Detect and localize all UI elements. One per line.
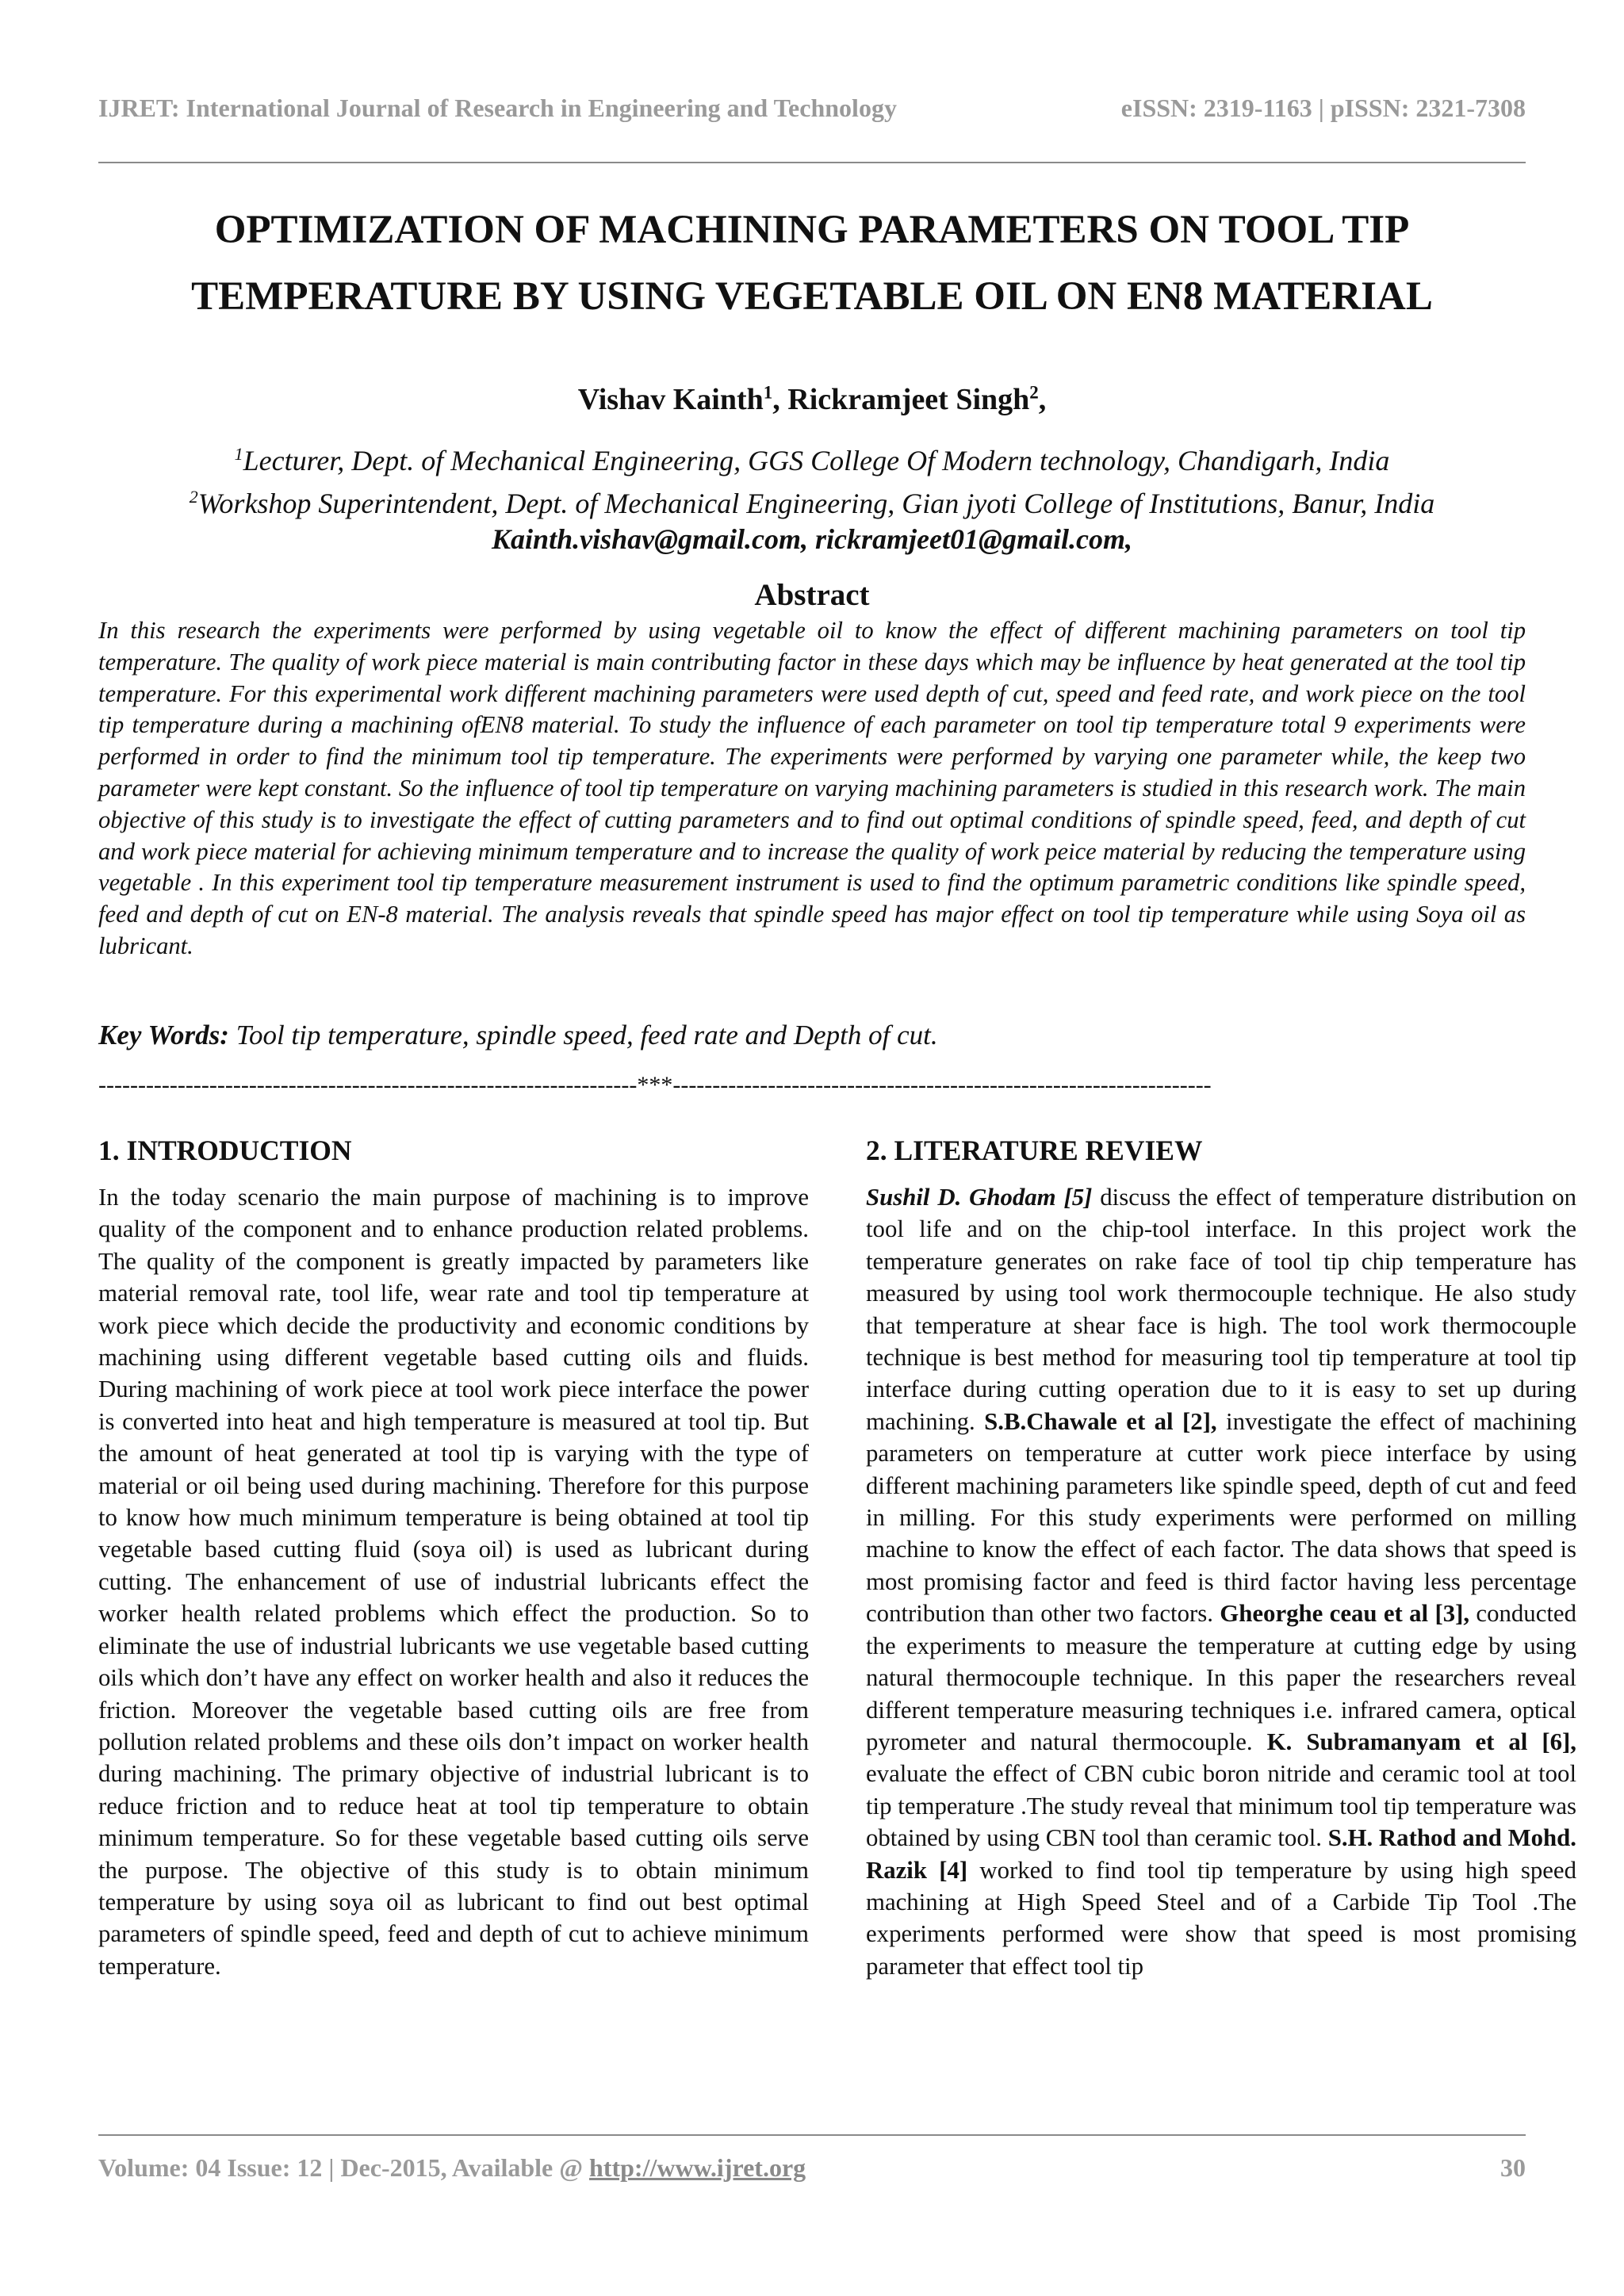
title-line-1: OPTIMIZATION OF MACHINING PARAMETERS ON TOOL TIP	[214, 208, 1410, 252]
introduction-heading: 1. INTRODUCTION	[98, 1135, 352, 1166]
citation-chawale: S.B.Chawale et al [2],	[984, 1407, 1217, 1435]
affiliation-2-text: Workshop Superintendent, Dept. of Mechanical Engineering, Gian jyoti College of Institutions, Banur, India	[197, 488, 1435, 519]
issn: eISSN: 2319-1163 | pISSN: 2321-7308	[1120, 94, 1526, 122]
author-2: Rickramjeet Singh	[787, 383, 1030, 416]
affiliation-2	[98, 479, 1526, 522]
keywords	[98, 1020, 1526, 1051]
affiliation-1-text: Lecturer, Dept. of Mechanical Engineering, GGS College Of Modern technology, Chandigarh, India	[243, 445, 1390, 476]
affiliations	[98, 436, 1526, 557]
journal-link[interactable]: http://www.ijret.org	[589, 2153, 806, 2182]
section-separator: --------------------------------------------------------------------***--------------------------------------------------------------------	[98, 1072, 1212, 1098]
journal-name: IJRET: International Journal of Research in Engineering and Technology	[98, 94, 897, 122]
abstract-text: In this research the experiments were performed by using vegetable oil to know the effect of different machining parameters on tool tip temperature. The quality of work piece material is main contributing factor in these days which may be influence by heat generated at the tool tip temperature. For this experimental work different machining parameters were used depth of cut, speed and feed rate, and work piece on the tool tip temperature during a machining ofEN8 material. To study the influence of each parameter on tool tip temperature total 9 experiments were performed in order to find the minimum tool tip temperature. The experiments were performed by varying one parameter while, the keep two parameter were kept constant. So the influence of tool tip temperature on varying machining parameters is studied in this research work. The main objective of this study is to investigate the effect of cutting parameters and to find out optimal conditions of spindle speed, feed, and depth of cut and work piece material for achieving minimum temperature and to increase the quality of work peice material by reducing the temperature using vegetable . In this experiment tool tip temperature measurement instrument is used to find the optimum parametric conditions like spindle speed, feed and depth of cut on EN-8 material. The analysis reveals that spindle speed has major effect on tool tip temperature while using Soya oil as lubricant.	[98, 617, 1526, 959]
literature-heading: 2. LITERATURE REVIEW	[866, 1135, 1203, 1166]
introduction-text: In the today scenario the main purpose of machining is to improve quality of the component and to enhance production related problems. The quality of the component is greatly impacted by parameters like material removal rate, tool life, wear rate and tool tip temperature at work piece which decide the productivity and economic conditions by machining using different vegetable based cutting oils and fluids. During machining of work piece at tool work piece interface the power is converted into heat and high temperature is measured at tool tip. But the amount of heat generated at tool tip is varying with the type of material or oil being used during machining. Therefore for this purpose to know how much minimum temperature is being obtained at tool tip vegetable based cutting fluid (soya oil) is used as lubricant during cutting. The enhancement of use of industrial lubricants effect the worker health related problems which effect the production. So to eliminate the use of industrial lubricants we use vegetable based cutting oils which don’t have any effect on worker health and also it reduces the friction. Moreover the vegetable based cutting oils are free from pollution related problems and these oils don’t impact on worker health during machining. The primary objective of industrial lubricant is to reduce friction and to reduce heat at tool tip temperature to obtain minimum temperature. So for these vegetable based cutting oils serve the purpose. The objective of this study is to obtain minimum temperature by using soya oil as lubricant to find out best optimal parameters of spindle speed, feed and depth of cut to achieve minimum temperature.	[98, 1184, 809, 1980]
title-line-2: TEMPERATURE BY USING VEGETABLE OIL ON EN8 MATERIAL	[191, 274, 1433, 319]
author-sep-end: ,	[1038, 383, 1047, 416]
keywords-label: Key Words:	[98, 1020, 229, 1050]
header-rule	[98, 162, 1526, 163]
affiliation-1-sup: 1	[234, 444, 243, 464]
right-column	[866, 1134, 1576, 1982]
citation-ceau: Gheorghe ceau et al [3],	[1220, 1600, 1470, 1628]
author-1-sup: 1	[763, 382, 773, 403]
author-2-sup: 2	[1029, 382, 1039, 403]
citation-ghodam: Sushil D. Ghodam [5]	[866, 1184, 1093, 1211]
email-2[interactable]: rickramjeet01@gmail.com	[815, 523, 1125, 555]
page-number: 30	[1500, 2153, 1526, 2182]
abstract-heading: Abstract	[754, 578, 870, 612]
email-1[interactable]: Kainth.vishav@gmail.com	[492, 523, 802, 555]
literature-part-2: investigate the effect of machining parameters on temperature at cutter work piece interface by using different machining parameters like spindle speed, depth of cut and feed in milling. For this study experiments were performed on milling machine to know the effect of each factor. The data shows that speed is most promising factor and feed is third factor having less percentage contribution than other two factors.	[866, 1407, 1576, 1628]
email-sep: ,	[801, 523, 816, 555]
left-column	[98, 1134, 809, 1982]
literature-part-4: evaluate the effect of CBN cubic boron nitride and ceramic tool at tool tip temperature .The study reveal that minimum tool tip temperature was obtained by using CBN tool than ceramic tool.	[866, 1760, 1576, 1852]
author-emails	[98, 522, 1526, 557]
literature-part-5: worked to find tool tip temperature by using high speed machining at High Speed Steel and of a Carbide Tip Tool .The experiments performed were show that speed is most promising parameter that effect tool tip	[866, 1856, 1577, 1980]
volume-info: Volume: 04 Issue: 12 | Dec-2015, Available @	[98, 2153, 590, 2182]
citation-rathod: S.H. Rathod and Mohd. Razik [4]	[866, 1824, 1577, 1884]
running-footer	[98, 2153, 1526, 2183]
keywords-text: Tool tip temperature, spindle speed, feed rate and Depth of cut.	[228, 1020, 938, 1050]
citation-subramanyam: K. Subramanyam et al [6],	[1266, 1728, 1576, 1755]
footer-rule	[98, 2134, 1526, 2136]
paper-title	[98, 197, 1526, 330]
author-list	[98, 382, 1526, 417]
running-header	[98, 94, 1526, 123]
email-end: ,	[1124, 523, 1132, 555]
literature-part-3: conducted the experiments to measure the temperature at cutting edge by using natural thermocouple technique. In this paper the researchers reveal different temperature measuring techniques i.e. infrared camera, optical pyrometer and natural thermocouple.	[866, 1600, 1576, 1755]
literature-text	[866, 1181, 1576, 1982]
author-1: Vishav Kainth	[577, 383, 764, 416]
affiliation-1	[98, 436, 1526, 479]
literature-part-1: discuss the effect of temperature distribution on tool life and on the chip-tool interface. In this project work the temperature generates on rake face of tool tip chip temperature has measured by using tool work thermocouple technique. He also study that temperature at shear face is high. The tool work thermocouple technique is best method for measuring tool tip temperature at tool tip interface during cutting operation due to it is easy to set up during machining.	[866, 1184, 1576, 1435]
affiliation-2-sup: 2	[189, 487, 198, 507]
author-sep: ,	[772, 383, 788, 416]
